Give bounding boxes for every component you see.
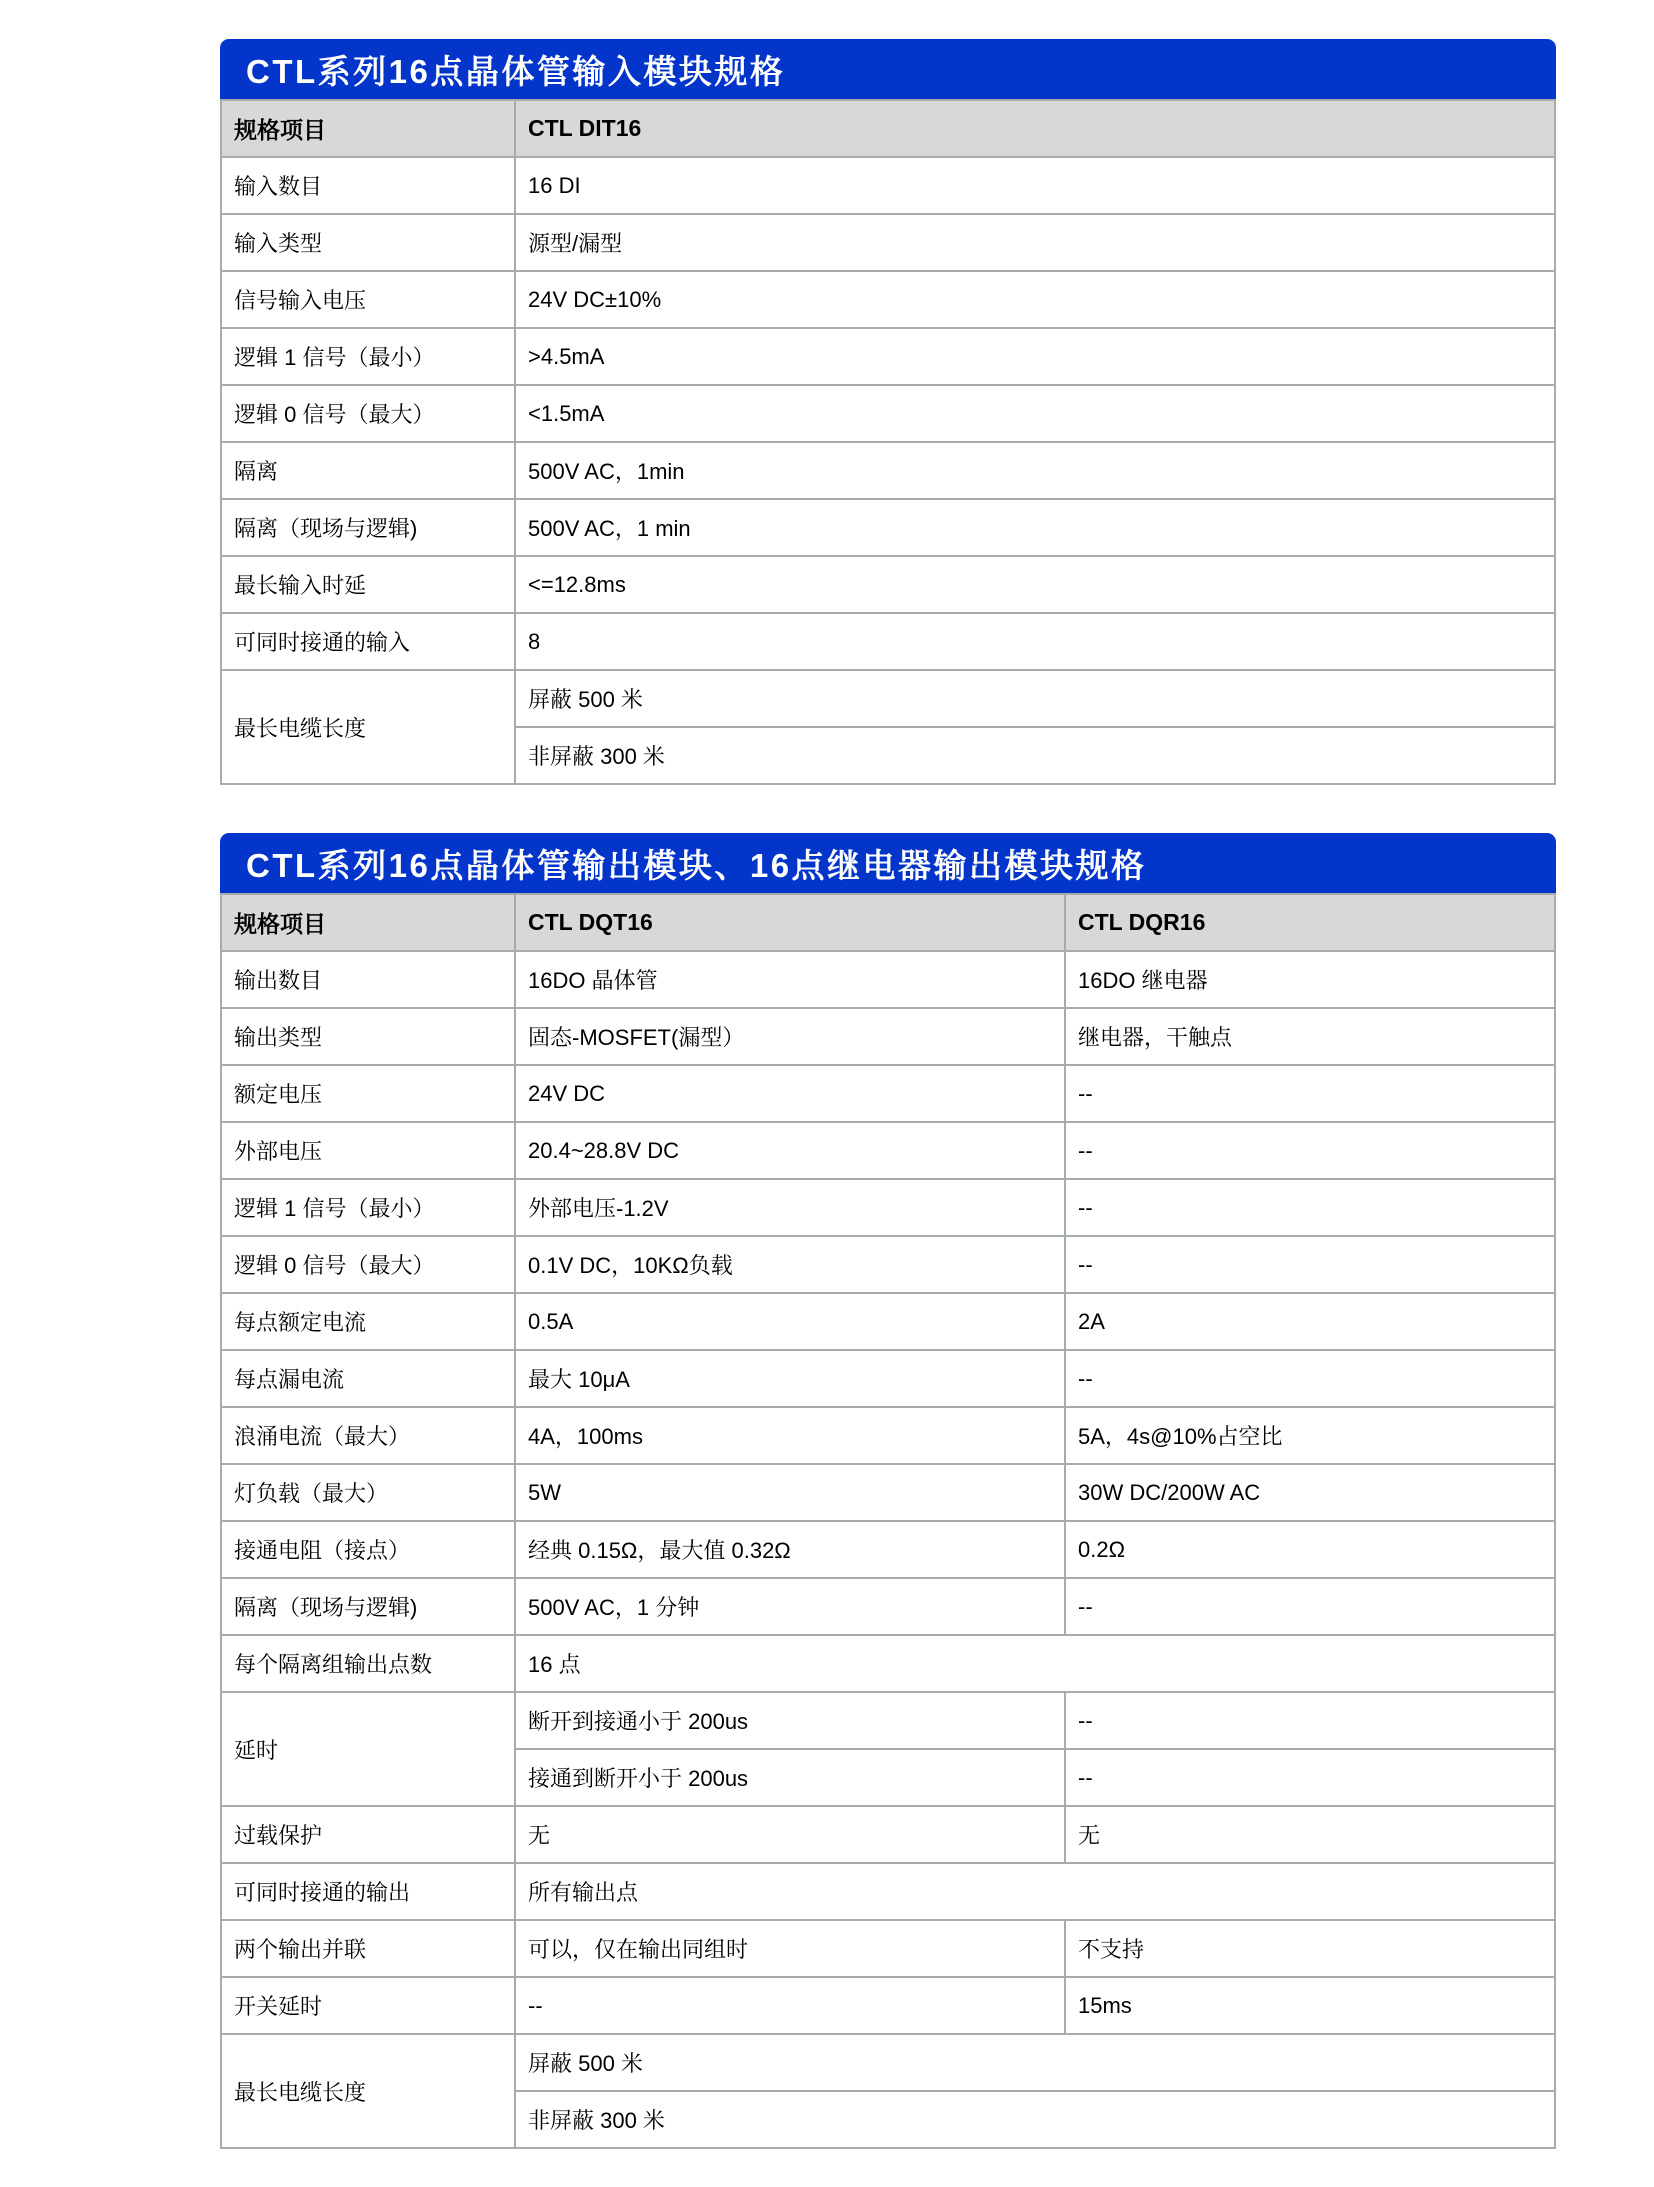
spec-label: 外部电压 — [221, 1122, 515, 1179]
table-row — [221, 271, 1555, 328]
spec-label: 每点额定电流 — [221, 1293, 515, 1350]
spec-label-cable-length: 最长电缆长度 — [221, 670, 515, 784]
table-row — [221, 214, 1555, 271]
spec-label: 灯负载（最大） — [221, 1464, 515, 1521]
table-row — [221, 1122, 1555, 1179]
spec-label: 每个隔离组输出点数 — [221, 1635, 515, 1692]
spec-value-dqt: 可以，仅在输出同组时 — [515, 1920, 1065, 1977]
output-module-spec-table — [220, 893, 1556, 2149]
table-row — [221, 385, 1555, 442]
spec-value-dqr: -- — [1065, 1236, 1555, 1293]
spec-value-dqt: 5W — [515, 1464, 1065, 1521]
spec-label: 隔离（现场与逻辑) — [221, 499, 515, 556]
spec-label: 每点漏电流 — [221, 1350, 515, 1407]
spec-label: 输入数目 — [221, 157, 515, 214]
table-row — [221, 613, 1555, 670]
spec-label: 额定电压 — [221, 1065, 515, 1122]
table-row — [221, 1008, 1555, 1065]
spec-value-span: 所有输出点 — [515, 1863, 1555, 1920]
spec-value-dqt: 经典 0.15Ω，最大值 0.32Ω — [515, 1521, 1065, 1578]
table-row — [221, 1236, 1555, 1293]
table1-title: CTL系列16点晶体管输入模块规格 — [246, 52, 786, 90]
table-row — [221, 1863, 1555, 1920]
spec-value-dqr: -- — [1065, 1350, 1555, 1407]
spec-label: 信号输入电压 — [221, 271, 515, 328]
table-row — [221, 328, 1555, 385]
spec-value-dqr: 2A — [1065, 1293, 1555, 1350]
table-row — [221, 2034, 1555, 2091]
spec-value: <=12.8ms — [515, 556, 1555, 613]
spec-value-shielded: 屏蔽 500 米 — [515, 2034, 1555, 2091]
spec-label: 开关延时 — [221, 1977, 515, 2034]
spec-label: 浪涌电流（最大） — [221, 1407, 515, 1464]
table-row — [221, 670, 1555, 727]
output-module-spec-section — [220, 833, 1556, 2149]
table-row — [221, 1350, 1555, 1407]
spec-value: 24V DC±10% — [515, 271, 1555, 328]
spec-label: 逻辑 0 信号（最大） — [221, 385, 515, 442]
table1-header-spec-item: 规格项目 — [221, 100, 515, 157]
spec-value: 8 — [515, 613, 1555, 670]
table-row — [221, 1692, 1555, 1749]
table-row — [221, 1521, 1555, 1578]
table-row — [221, 1407, 1555, 1464]
table1-header-ctl-dit16: CTL DIT16 — [515, 100, 1555, 157]
spec-label: 逻辑 1 信号（最小） — [221, 1179, 515, 1236]
spec-value-dqr: 无 — [1065, 1806, 1555, 1863]
spec-value-dqt: 0.5A — [515, 1293, 1065, 1350]
table-row — [221, 1464, 1555, 1521]
spec-value-dqr: -- — [1065, 1122, 1555, 1179]
spec-value-dqr: 0.2Ω — [1065, 1521, 1555, 1578]
spec-value-dqr: 不支持 — [1065, 1920, 1555, 1977]
spec-value-dqt: 20.4~28.8V DC — [515, 1122, 1065, 1179]
spec-label: 最长输入时延 — [221, 556, 515, 613]
table-row — [221, 1065, 1555, 1122]
spec-value-dqr: -- — [1065, 1179, 1555, 1236]
table-row — [221, 1293, 1555, 1350]
spec-label: 输出类型 — [221, 1008, 515, 1065]
spec-value-dqr: 继电器，干触点 — [1065, 1008, 1555, 1065]
table-row — [221, 1920, 1555, 1977]
spec-value-dqt: 4A，100ms — [515, 1407, 1065, 1464]
spec-label: 输入类型 — [221, 214, 515, 271]
spec-value-dqt: 最大 10μA — [515, 1350, 1065, 1407]
spec-value-dqt: 24V DC — [515, 1065, 1065, 1122]
spec-value: <1.5mA — [515, 385, 1555, 442]
spec-value-dqr: 5A，4s@10%占空比 — [1065, 1407, 1555, 1464]
table-row — [221, 157, 1555, 214]
spec-label-delay: 延时 — [221, 1692, 515, 1806]
input-module-spec-section — [220, 39, 1556, 785]
spec-value-span: 16 点 — [515, 1635, 1555, 1692]
spec-value-unshielded: 非屏蔽 300 米 — [515, 2091, 1555, 2148]
spec-label: 可同时接通的输出 — [221, 1863, 515, 1920]
table1-title-bar — [220, 39, 1556, 99]
spec-label: 隔离（现场与逻辑) — [221, 1578, 515, 1635]
table-row — [221, 1806, 1555, 1863]
spec-value-dqt: -- — [515, 1977, 1065, 2034]
spec-label-cable-length: 最长电缆长度 — [221, 2034, 515, 2148]
spec-label: 两个输出并联 — [221, 1920, 515, 1977]
spec-value-dqt: 0.1V DC，10KΩ负载 — [515, 1236, 1065, 1293]
spec-value-unshielded: 非屏蔽 300 米 — [515, 727, 1555, 784]
spec-value-dqt: 接通到断开小于 200us — [515, 1749, 1065, 1806]
spec-value-dqt: 500V AC，1 分钟 — [515, 1578, 1065, 1635]
table-row — [221, 556, 1555, 613]
spec-value-dqt: 断开到接通小于 200us — [515, 1692, 1065, 1749]
spec-value: 500V AC，1min — [515, 442, 1555, 499]
spec-value: 16 DI — [515, 157, 1555, 214]
table-row — [221, 499, 1555, 556]
spec-label: 接通电阻（接点） — [221, 1521, 515, 1578]
table2-title-bar — [220, 833, 1556, 893]
table2-header-spec-item: 规格项目 — [221, 894, 515, 951]
table2-title: CTL系列16点晶体管输出模块、16点继电器输出模块规格 — [246, 846, 1147, 884]
table-row — [221, 1635, 1555, 1692]
spec-value-dqr: -- — [1065, 1065, 1555, 1122]
table2-header-row — [221, 894, 1555, 951]
table1-header-row — [221, 100, 1555, 157]
spec-value: >4.5mA — [515, 328, 1555, 385]
spec-label: 逻辑 0 信号（最大） — [221, 1236, 515, 1293]
spec-value-dqr: -- — [1065, 1749, 1555, 1806]
spec-value-shielded: 屏蔽 500 米 — [515, 670, 1555, 727]
table2-header-ctl-dqr16: CTL DQR16 — [1065, 894, 1555, 951]
table-row — [221, 951, 1555, 1008]
table2-header-ctl-dqt16: CTL DQT16 — [515, 894, 1065, 951]
spec-value-dqr: 30W DC/200W AC — [1065, 1464, 1555, 1521]
spec-value-dqr: -- — [1065, 1692, 1555, 1749]
spec-value-dqt: 外部电压-1.2V — [515, 1179, 1065, 1236]
spec-label: 过载保护 — [221, 1806, 515, 1863]
table-row — [221, 1977, 1555, 2034]
spec-value-dqr: 16DO 继电器 — [1065, 951, 1555, 1008]
spec-value: 500V AC，1 min — [515, 499, 1555, 556]
spec-value: 源型/漏型 — [515, 214, 1555, 271]
spec-label: 输出数目 — [221, 951, 515, 1008]
table-row — [221, 1578, 1555, 1635]
spec-value-dqr: 15ms — [1065, 1977, 1555, 2034]
spec-label: 可同时接通的输入 — [221, 613, 515, 670]
input-module-spec-table — [220, 99, 1556, 785]
table-row — [221, 1179, 1555, 1236]
spec-label: 隔离 — [221, 442, 515, 499]
spec-value-dqt: 固态-MOSFET(漏型） — [515, 1008, 1065, 1065]
spec-value-dqt: 无 — [515, 1806, 1065, 1863]
spec-label: 逻辑 1 信号（最小） — [221, 328, 515, 385]
spec-value-dqr: -- — [1065, 1578, 1555, 1635]
table-row — [221, 442, 1555, 499]
spec-value-dqt: 16DO 晶体管 — [515, 951, 1065, 1008]
